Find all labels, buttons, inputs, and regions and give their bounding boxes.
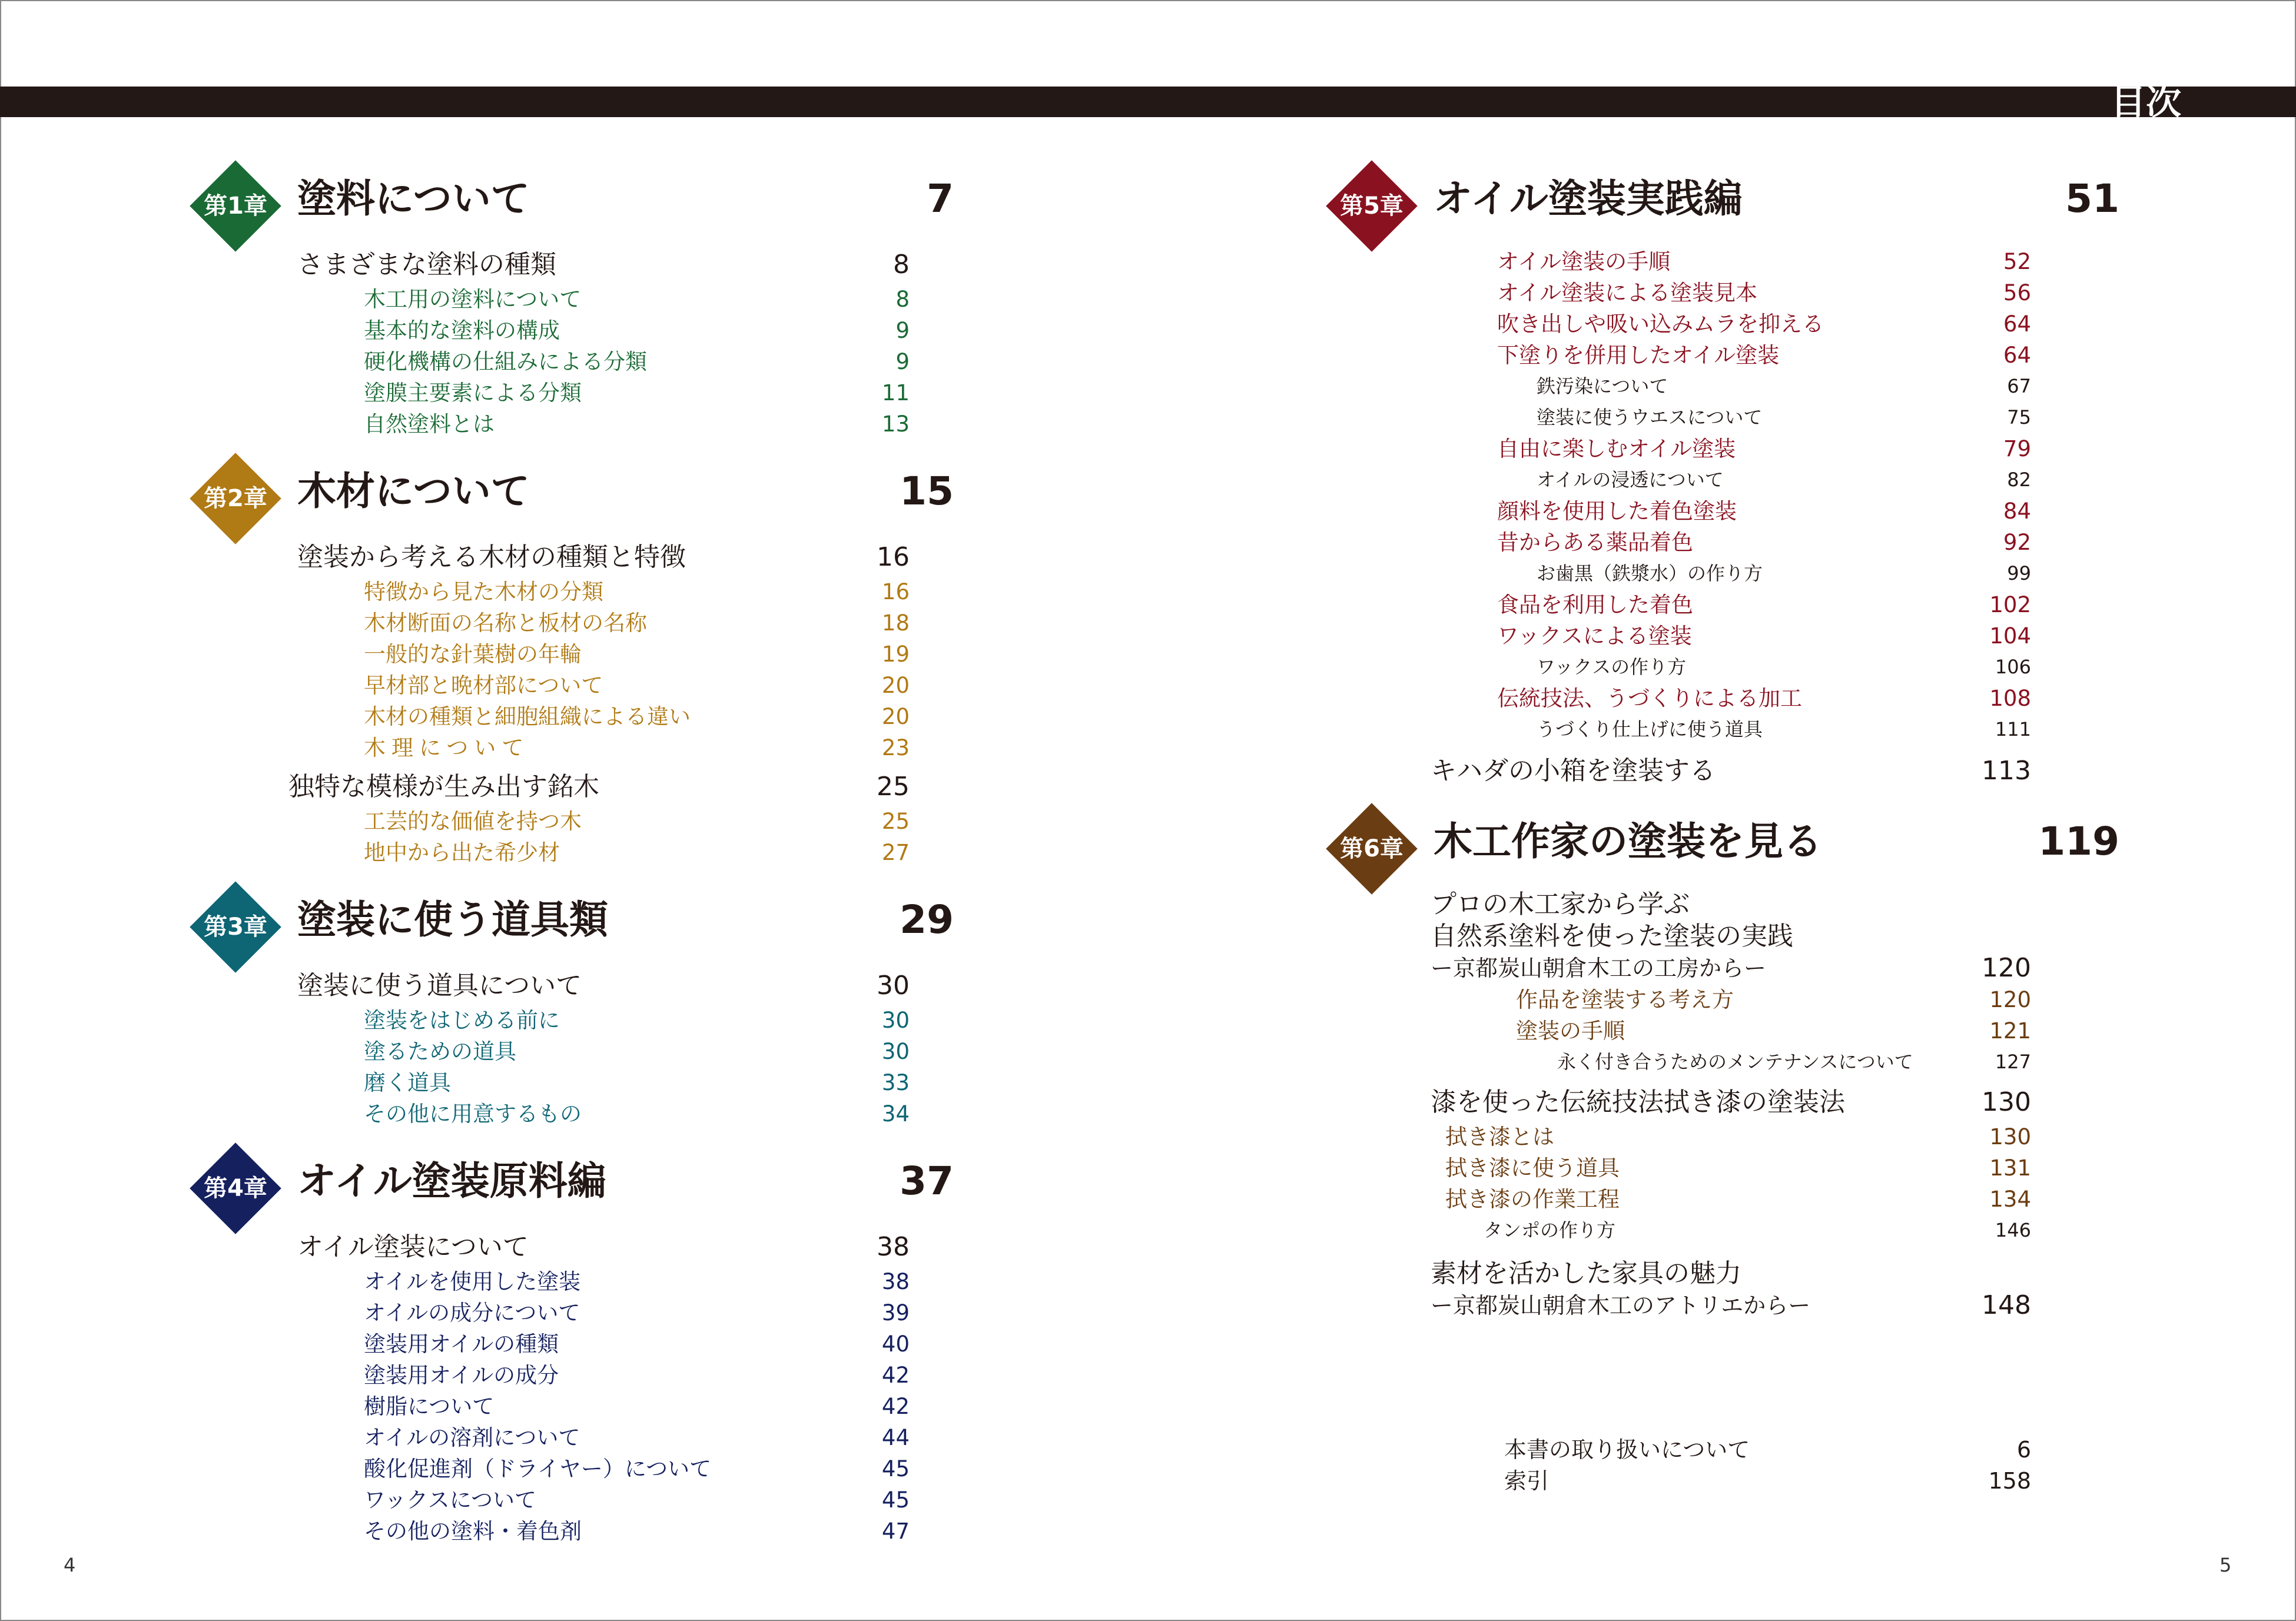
toc-item[interactable]: 工芸的な価値を持つ木 25 (364, 809, 910, 834)
toc-item[interactable]: 塗装をはじめる前に 30 (364, 1008, 910, 1033)
toc-item[interactable]: 塗膜主要素による分類 11 (364, 380, 910, 406)
toc-item[interactable]: 酸化促進剤（ドライヤー）について 45 (364, 1456, 910, 1482)
toc-section[interactable]: さまざまな塗料の種類 8 (297, 250, 910, 280)
chapter-page: 7 (927, 176, 954, 221)
toc-item[interactable]: 昔からある薬品着色 92 (1497, 530, 2031, 555)
toc-item[interactable]: ワックスについて 45 (364, 1487, 910, 1513)
chapter-title: オイル塗装実践編 (1434, 176, 1743, 221)
page-number-left: 4 (64, 1554, 76, 1576)
toc-item[interactable]: 作品を塗装する考え方 120 (1516, 987, 2031, 1012)
chapter-3-heading[interactable] (188, 873, 954, 967)
left-column (188, 147, 954, 1547)
toc-item[interactable]: 拭き漆に使う道具 131 (1445, 1155, 2031, 1181)
chapter-1-heading[interactable] (188, 152, 954, 246)
toc-item[interactable]: 下塗りを併用したオイル塗装 64 (1497, 343, 2031, 368)
toc-item[interactable]: 硬化機構の仕組みによる分類 9 (364, 349, 910, 374)
toc-subitem[interactable]: 塗装に使うウエスについて 75 (1537, 406, 2031, 428)
toc-item[interactable]: 木材の種類と細胞組織による違い 20 (364, 704, 910, 729)
toc-subitem[interactable]: オイルの浸透について 82 (1537, 469, 2031, 491)
header-bar (0, 87, 2296, 117)
chapter-badge: 第4章 (188, 1141, 283, 1235)
toc-section[interactable]: 素材を活かした家具の魅力 (1431, 1258, 1741, 1288)
chapter-title: 木工作家の塗装を見る (1434, 819, 1822, 864)
toc-item[interactable]: 塗装用オイルの成分 42 (364, 1363, 910, 1388)
chapter-page: 29 (900, 897, 954, 942)
chapter-page: 37 (900, 1158, 954, 1204)
toc-subitem[interactable]: お歯黒（鉄漿水）の作り方 99 (1537, 562, 2031, 584)
right-column (1325, 147, 2119, 1496)
chapter-badge: 第2章 (188, 451, 283, 546)
toc-item[interactable]: ワックスによる塗装 104 (1497, 623, 2031, 649)
toc-section[interactable]: プロの木工家から学ぶ (1431, 889, 1690, 919)
chapter-badge: 第5章 (1325, 159, 1419, 253)
chapter-title: オイル塗装原料編 (297, 1158, 606, 1204)
toc-item[interactable]: オイルの成分について 39 (364, 1300, 910, 1326)
toc-item[interactable]: 伝統技法、うづくりによる加工 108 (1497, 686, 2031, 711)
chapter-6-heading[interactable] (1325, 795, 2119, 889)
toc-item[interactable]: 木工用の塗料について 8 (364, 287, 910, 312)
toc-item[interactable]: 顔料を使用した着色塗装 84 (1497, 499, 2031, 524)
toc-subitem[interactable]: タンポの作り方 146 (1484, 1219, 2031, 1241)
toc-subitem[interactable]: 鉄汚染について 67 (1537, 375, 2031, 397)
toc-section[interactable]: 自然系塗料を使った塗装の実践 (1431, 921, 1793, 951)
toc-misc-item[interactable]: 索引 158 (1504, 1468, 2031, 1494)
page-number-right: 5 (2219, 1554, 2232, 1576)
toc-item[interactable]: 磨く道具 33 (364, 1070, 910, 1095)
toc-item[interactable]: 特徴から見た木材の分類 16 (364, 579, 910, 604)
toc-item[interactable]: オイルを使用した塗装 38 (364, 1269, 910, 1294)
toc-item[interactable]: その他の塗料・着色剤 47 (364, 1519, 910, 1544)
toc-item[interactable]: オイルの溶剤について 44 (364, 1425, 910, 1450)
chapter-title: 塗料について (297, 176, 530, 221)
toc-section[interactable]: 独特な模様が生み出す銘木 25 (288, 772, 910, 802)
chapter-title: 塗装に使う道具類 (297, 897, 608, 942)
toc-section[interactable]: 塗装から考える木材の種類と特徴 16 (297, 542, 910, 572)
toc-item[interactable]: 吹き出しや吸い込みムラを抑える 64 (1497, 311, 2031, 337)
chapter-4-heading[interactable] (188, 1134, 954, 1228)
toc-item[interactable]: 早材部と晩材部について 20 (364, 673, 910, 698)
toc-item[interactable]: 一般的な針葉樹の年輪 19 (364, 642, 910, 667)
toc-item[interactable]: 地中から出た希少材 27 (364, 840, 910, 865)
toc-subitem[interactable]: 永く付き合うためのメンテナンスについて 127 (1557, 1051, 2031, 1073)
toc-section[interactable]: オイル塗装について 38 (297, 1232, 910, 1262)
toc-item[interactable]: 塗装用オイルの種類 40 (364, 1331, 910, 1357)
toc-misc-item[interactable]: 本書の取り扱いについて 6 (1504, 1437, 2031, 1463)
toc-section[interactable]: ー京都炭山朝倉木工の工房からー 120 (1431, 953, 2031, 983)
chapter-page: 119 (2038, 819, 2119, 864)
toc-section[interactable]: 塗装に使う道具について 30 (297, 971, 910, 1001)
chapter-2-heading[interactable] (188, 444, 954, 539)
chapter-page: 15 (900, 469, 954, 514)
toc-item[interactable]: 塗装の手順 121 (1516, 1018, 2031, 1044)
toc-heading: 目次 (2111, 82, 2181, 123)
chapter-page: 51 (2065, 176, 2119, 221)
chapter-5-heading[interactable] (1325, 152, 2119, 246)
toc-item[interactable]: 樹脂について 42 (364, 1394, 910, 1419)
chapter-badge: 第6章 (1325, 802, 1419, 896)
toc-item[interactable]: 木材断面の名称と板材の名称 18 (364, 610, 910, 636)
toc-subitem[interactable]: うづくり仕上げに使う道具 111 (1537, 718, 2031, 740)
toc-item[interactable]: 拭き漆とは 130 (1445, 1124, 2031, 1150)
toc-item[interactable]: 塗るための道具 30 (364, 1039, 910, 1064)
toc-item[interactable]: 基本的な塗料の構成 9 (364, 318, 910, 343)
toc-item[interactable]: その他に用意するもの 34 (364, 1101, 910, 1127)
toc-item[interactable]: 拭き漆の作業工程 134 (1445, 1187, 2031, 1212)
toc-item[interactable]: 自由に楽しむオイル塗装 79 (1497, 436, 2031, 461)
toc-item[interactable]: オイル塗装の手順 52 (1497, 249, 2031, 274)
toc-section[interactable]: キハダの小箱を塗装する 113 (1431, 756, 2031, 786)
toc-item[interactable]: 自然塗料とは 13 (364, 411, 910, 437)
toc-section[interactable]: ー京都炭山朝倉木工のアトリエからー 148 (1431, 1290, 2031, 1320)
toc-item[interactable]: 食品を利用した着色 102 (1497, 592, 2031, 617)
toc-item[interactable]: 木理について 23 (364, 735, 910, 760)
chapter-badge: 第1章 (188, 159, 283, 253)
toc-section[interactable]: 漆を使った伝統技法拭き漆の塗装法 130 (1431, 1087, 2031, 1117)
toc-subitem[interactable]: ワックスの作り方 106 (1537, 656, 2031, 678)
chapter-title: 木材について (297, 469, 530, 514)
toc-item[interactable]: オイル塗装による塗装見本 56 (1497, 280, 2031, 305)
chapter-badge: 第3章 (188, 880, 283, 974)
